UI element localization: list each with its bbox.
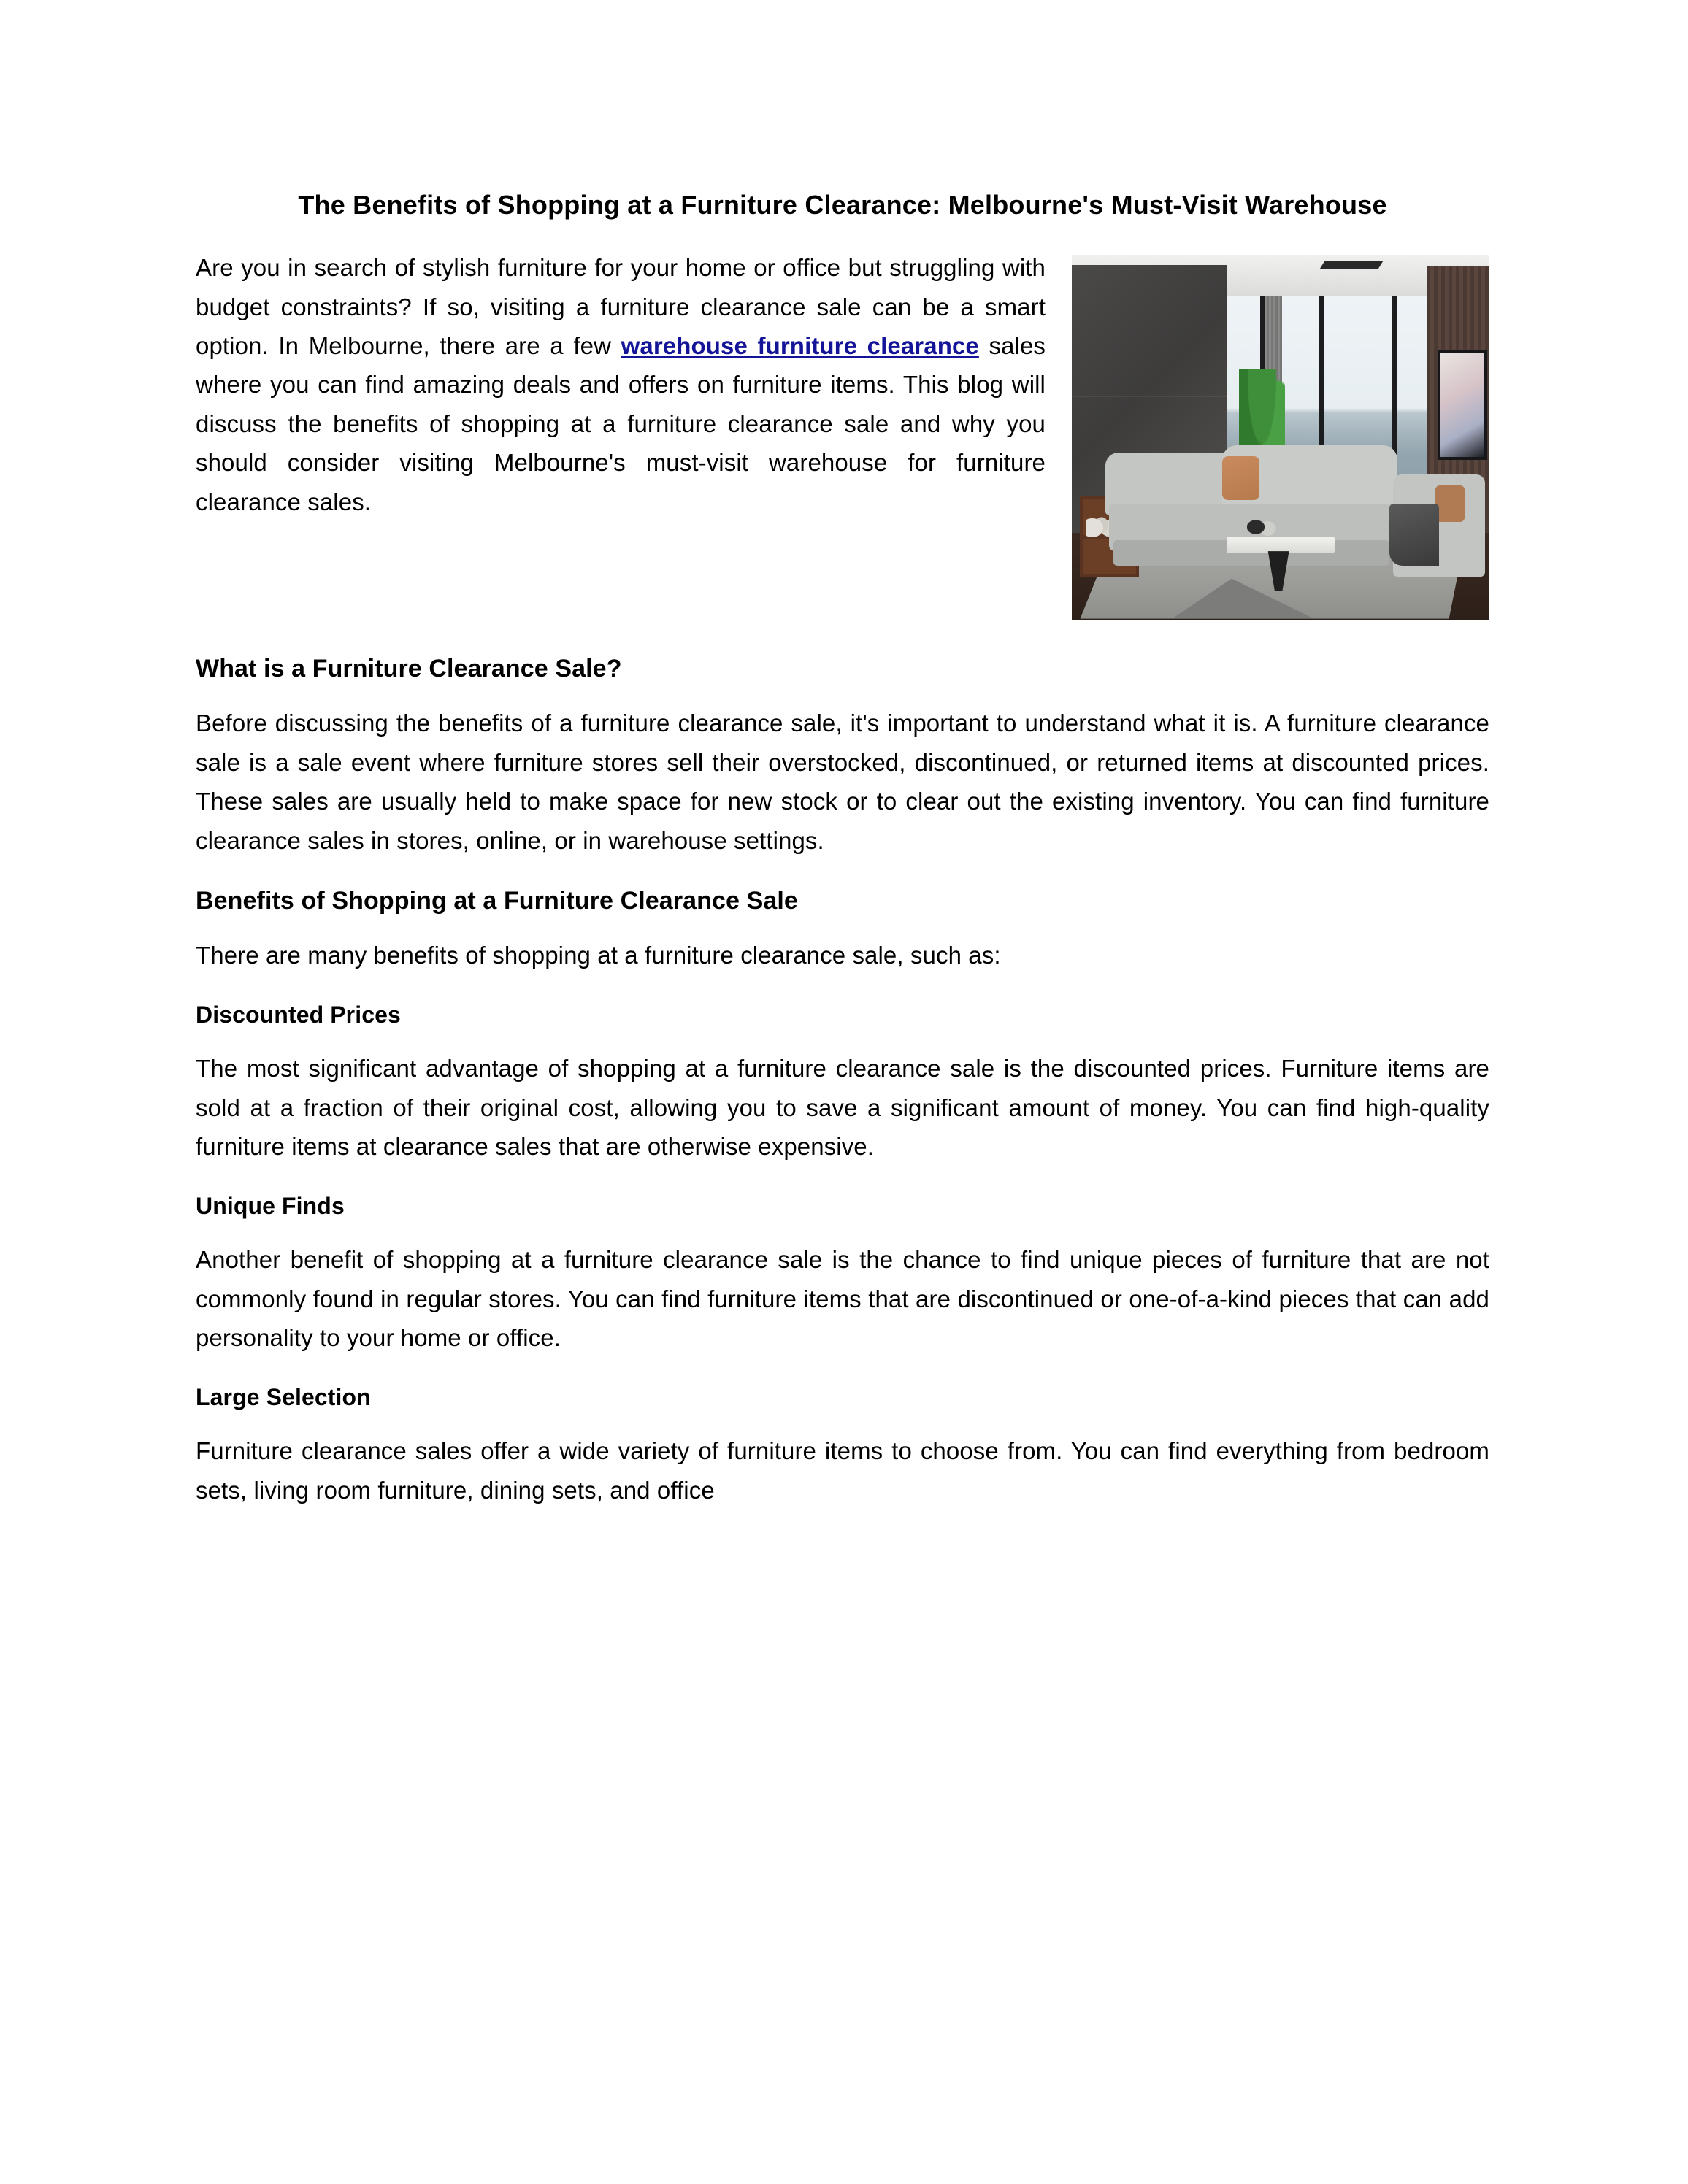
warehouse-furniture-clearance-link[interactable]: warehouse furniture clearance (621, 332, 979, 360)
ceiling-light-strip (1320, 261, 1383, 269)
sub-heading-large-selection: Large Selection (196, 1383, 371, 1410)
sub-heading-unique-finds: Unique Finds (196, 1192, 345, 1219)
intro-text-part-2: sales where you can find amazing deals and offers on furniture items. This blog will discuss the benefits of shopping at a furniture clearance sale and why you should consider visiting Melbourne's must-visit warehouse for furniture clearance sales. (196, 332, 1046, 515)
section-paragraph-benefits-of-shopping: There are many benefits of shopping at a furniture clearance sale, such as: (196, 942, 1001, 969)
coffee-table-top (1227, 537, 1335, 553)
table-decor-objects (1247, 511, 1276, 540)
section-paragraph-discounted-prices: The most significant advantage of shopping at a furniture clearance sale is the discounted prices. Furniture items are sold at a fraction of their original cost, allowing you to save a significant amount of money. You can find high-quality furniture items at clearance sales that are otherwise expensive. (196, 1055, 1489, 1161)
section-heading-what-is-a-furniture-clearance-sale: What is a Furniture Clearance Sale? (196, 655, 622, 683)
section-heading-benefits-of-shopping: Benefits of Shopping at a Furniture Clearance Sale (196, 887, 798, 915)
orange-throw-pillow (1222, 456, 1259, 500)
section-paragraph-what-is-a-furniture-clearance-sale: Before discussing the benefits of a furniture clearance sale, it's important to understand what it is. A furniture clearance sale is a sale event where furniture stores sell their overstocked, discontinued, or returned items at discounted prices. These sales are usually held to make space for new stock or to clear out the existing inventory. You can find furniture clearance sales in stores, online, or in warehouse settings. (196, 710, 1489, 854)
section-paragraph-unique-finds: Another benefit of shopping at a furniture clearance sale is the chance to find unique pieces of furniture that are not commonly found in regular stores. You can find furniture items that are discontinued or one-of-a-kind pieces that can add personality to your home or office. (196, 1246, 1489, 1352)
sub-heading-discounted-prices: Discounted Prices (196, 1001, 401, 1028)
section-paragraph-large-selection: Furniture clearance sales offer a wide variety of furniture items to choose from. You can find everything from bedroom sets, living room furniture, dining sets, and office (196, 1437, 1489, 1504)
wall-artwork (1438, 350, 1488, 460)
hero-image (1072, 255, 1489, 620)
chair-pillow (1435, 485, 1465, 522)
grey-throw-blanket (1389, 504, 1440, 566)
living-room-illustration (1072, 255, 1489, 620)
intro-text-part-1: Are you in search of stylish furniture for your home or office but struggling with budget constraints? If so, visiting a furniture clearance sale can be a smart option. In Melbourne, there are a few (196, 254, 1046, 360)
intro-block (196, 248, 1489, 628)
document-content (196, 186, 1489, 1531)
page-title: The Benefits of Shopping at a Furniture Clearance: Melbourne's Must-Visit Warehouse (298, 190, 1387, 220)
